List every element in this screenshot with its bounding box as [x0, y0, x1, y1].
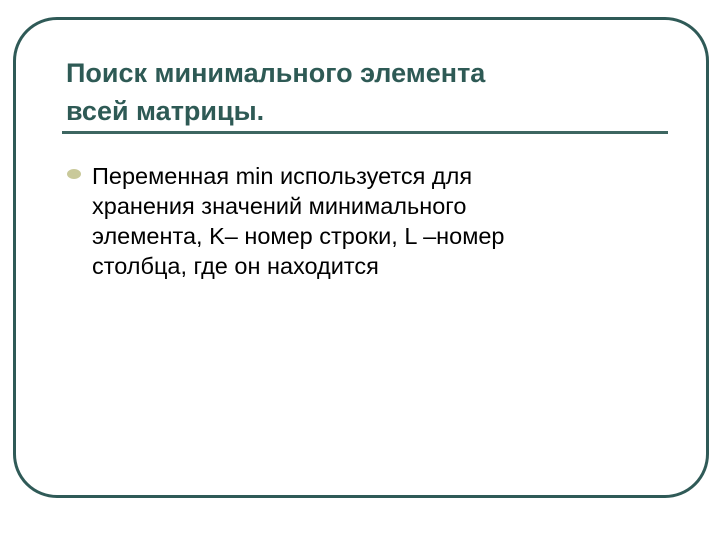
bullet-text-line: Переменная min используется для [92, 163, 473, 189]
bullet-text-line: хранения значений минимального [92, 193, 467, 219]
bullet-item [66, 161, 666, 281]
slide-title [66, 54, 666, 130]
bullet-text [66, 161, 666, 281]
bullet-text-line: столбца, где он находится [92, 253, 379, 279]
title-line-1: Поиск минимального элемента [66, 58, 486, 88]
title-underline [62, 131, 668, 134]
bullet-text-line: элемента, K– номер строки, L –номер [92, 223, 505, 249]
title-line-2: всей матрицы. [66, 96, 265, 126]
bullet-dot-icon [67, 169, 81, 179]
